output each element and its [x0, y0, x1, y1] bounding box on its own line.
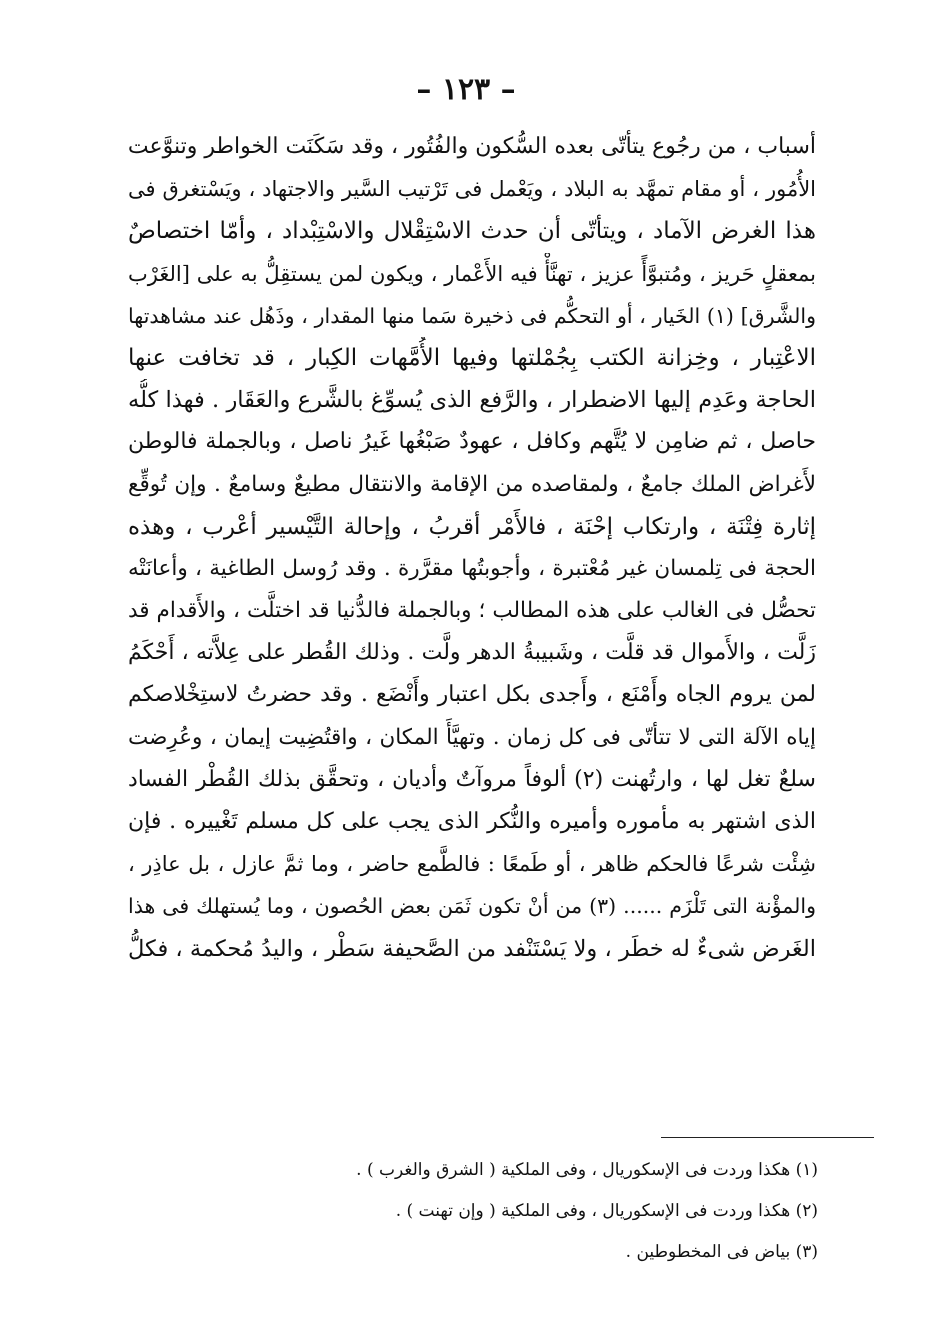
page-number: – ١٢٣ – — [416, 72, 516, 107]
text-line: الذى اشتهر به مأموره وأميره والنُّكر الذى يجب على كل مسلم تَغْييره . فإن — [128, 809, 816, 834]
text-line: سلعٌ تغل لها ، وارتُهنت (٢) ألوفاً مروآتٌ وأديان ، وتحقَّق بذلك القُطْر الفساد — [128, 766, 816, 792]
text-line: الأُمُور ، أو مقام تمهَّد به البلاد ، ويَعْمل فى تَرْتيب السَّير والاجتهاد ، ويَسْتغرق فى — [128, 177, 816, 202]
text-line: لمن يروم الجاه وأَمْنَع ، وأَجدى بكل اعتبار وأَنْضَع . وقد حضرتُ لاستِخْلاصكم — [128, 682, 816, 708]
text-line: زَلَّت ، والأَموال قد قلَّت ، وشَبيبةُ الدهر ولَّت . وذلك القُطر على عِلاَّته ، أَحْكَمُ — [128, 640, 816, 666]
footnote-1: (١) هكذا وردت فى الإسكوريال ، وفى الملكية ( الشرق والغرب ) . — [356, 1160, 818, 1180]
text-line: لأَغراض الملك جامعٌ ، ولمقاصده من الإقامة والانتقال مطيعٌ وسامعٌ . وإن تُوقِّع — [128, 471, 816, 497]
text-line: الغَرض شىءٌ له خطَر ، ولا يَسْتَنْفد من الصَّحيفة سَطْر ، واليدُ مُحكمة ، فكلُّ — [128, 935, 816, 962]
text-line: بمعقلٍ حَريز ، ومُتبوَّأً عزيز ، تهنَّأْ فيه الأَعْمار ، ويكون لمن يستقِلُّ به على [الغَرْب — [128, 261, 816, 286]
text-line: والمؤْنة التى تَلْزَم ...... (٣) من أنْ تكون ثَمَن بعض الحُصون ، وما يُستهلك فى هذا — [128, 894, 816, 919]
text-line: إثارة فِتْنَة ، وارتكاب إحْنَة ، فالأَمْر أقربُ ، وإحالة التَّيْسير أعْرب ، وهذه — [128, 513, 816, 540]
text-line: الاعْتِبار ، وخِزانة الكتب بِجُمْلتها وفيها الأُمَّهات الكِبار ، قد تخافت عنها — [128, 344, 816, 371]
text-line: الحجة فى تِلمسان غير مُعْتبرة ، وأجوبتُها مقرَّرة . وقد رُوسل الطاغية ، وأعانَتْه — [128, 555, 816, 581]
text-line: شِئْت شرعًا فالحكم ظاهر ، أو طَمعًا : فالطَّمع حاضر ، وما ثمَّ عازل ، بل عاذِر ، — [128, 852, 816, 877]
text-line: الحاجة وعَدِم إليها الاضطرار ، والرَّفع الذى يُسوِّغ بالشَّرع والعَقَار . فهذا كلُّه — [128, 387, 816, 414]
body-text — [128, 126, 816, 970]
text-line: حاصل ، ثم ضامِن لا يُتَّهم وكافل ، عهودٌ صَبْغُها غَيرُ ناصل ، وبالجملة فالوطن — [128, 429, 816, 455]
footnote-3: (٣) بياض فى المخطوطين . — [625, 1242, 818, 1262]
text-line: والشَّرق] (١) الخَيار ، أو التحكُّم فى ذخيرة سَما منها المقدار ، وذَهُل عند مشاهدتها — [128, 303, 816, 328]
text-line: أسباب ، من رجُوع يتأتّى بعده السُّكون والفُتُور ، وقد سَكَنَت الخواطر وتنوَّعت — [128, 134, 816, 159]
text-line: تحصُّل فى الغالب على هذه المطالب ؛ وبالجملة فالدُّنيا قد اختلَّت ، والأَقدام قد — [128, 598, 816, 624]
footnote-divider — [661, 1137, 874, 1138]
footnotes — [300, 1150, 818, 1273]
text-line: هذا الغرض الآماد ، ويتأتّى أن حدث الاسْتِقْلال والاسْتِبْداد ، وأمّا اختصاصٌ — [128, 218, 816, 245]
footnote-2: (٢) هكذا وردت فى الإسكوريال ، وفى الملكية ( وإن تهنت ) . — [395, 1201, 818, 1221]
text-line: إياه الآلة التى لا تتأتّى فى كل زمان . وتهيَّأَ المكان ، واقتُضِيت إيمان ، وعُرِضت — [128, 724, 816, 750]
